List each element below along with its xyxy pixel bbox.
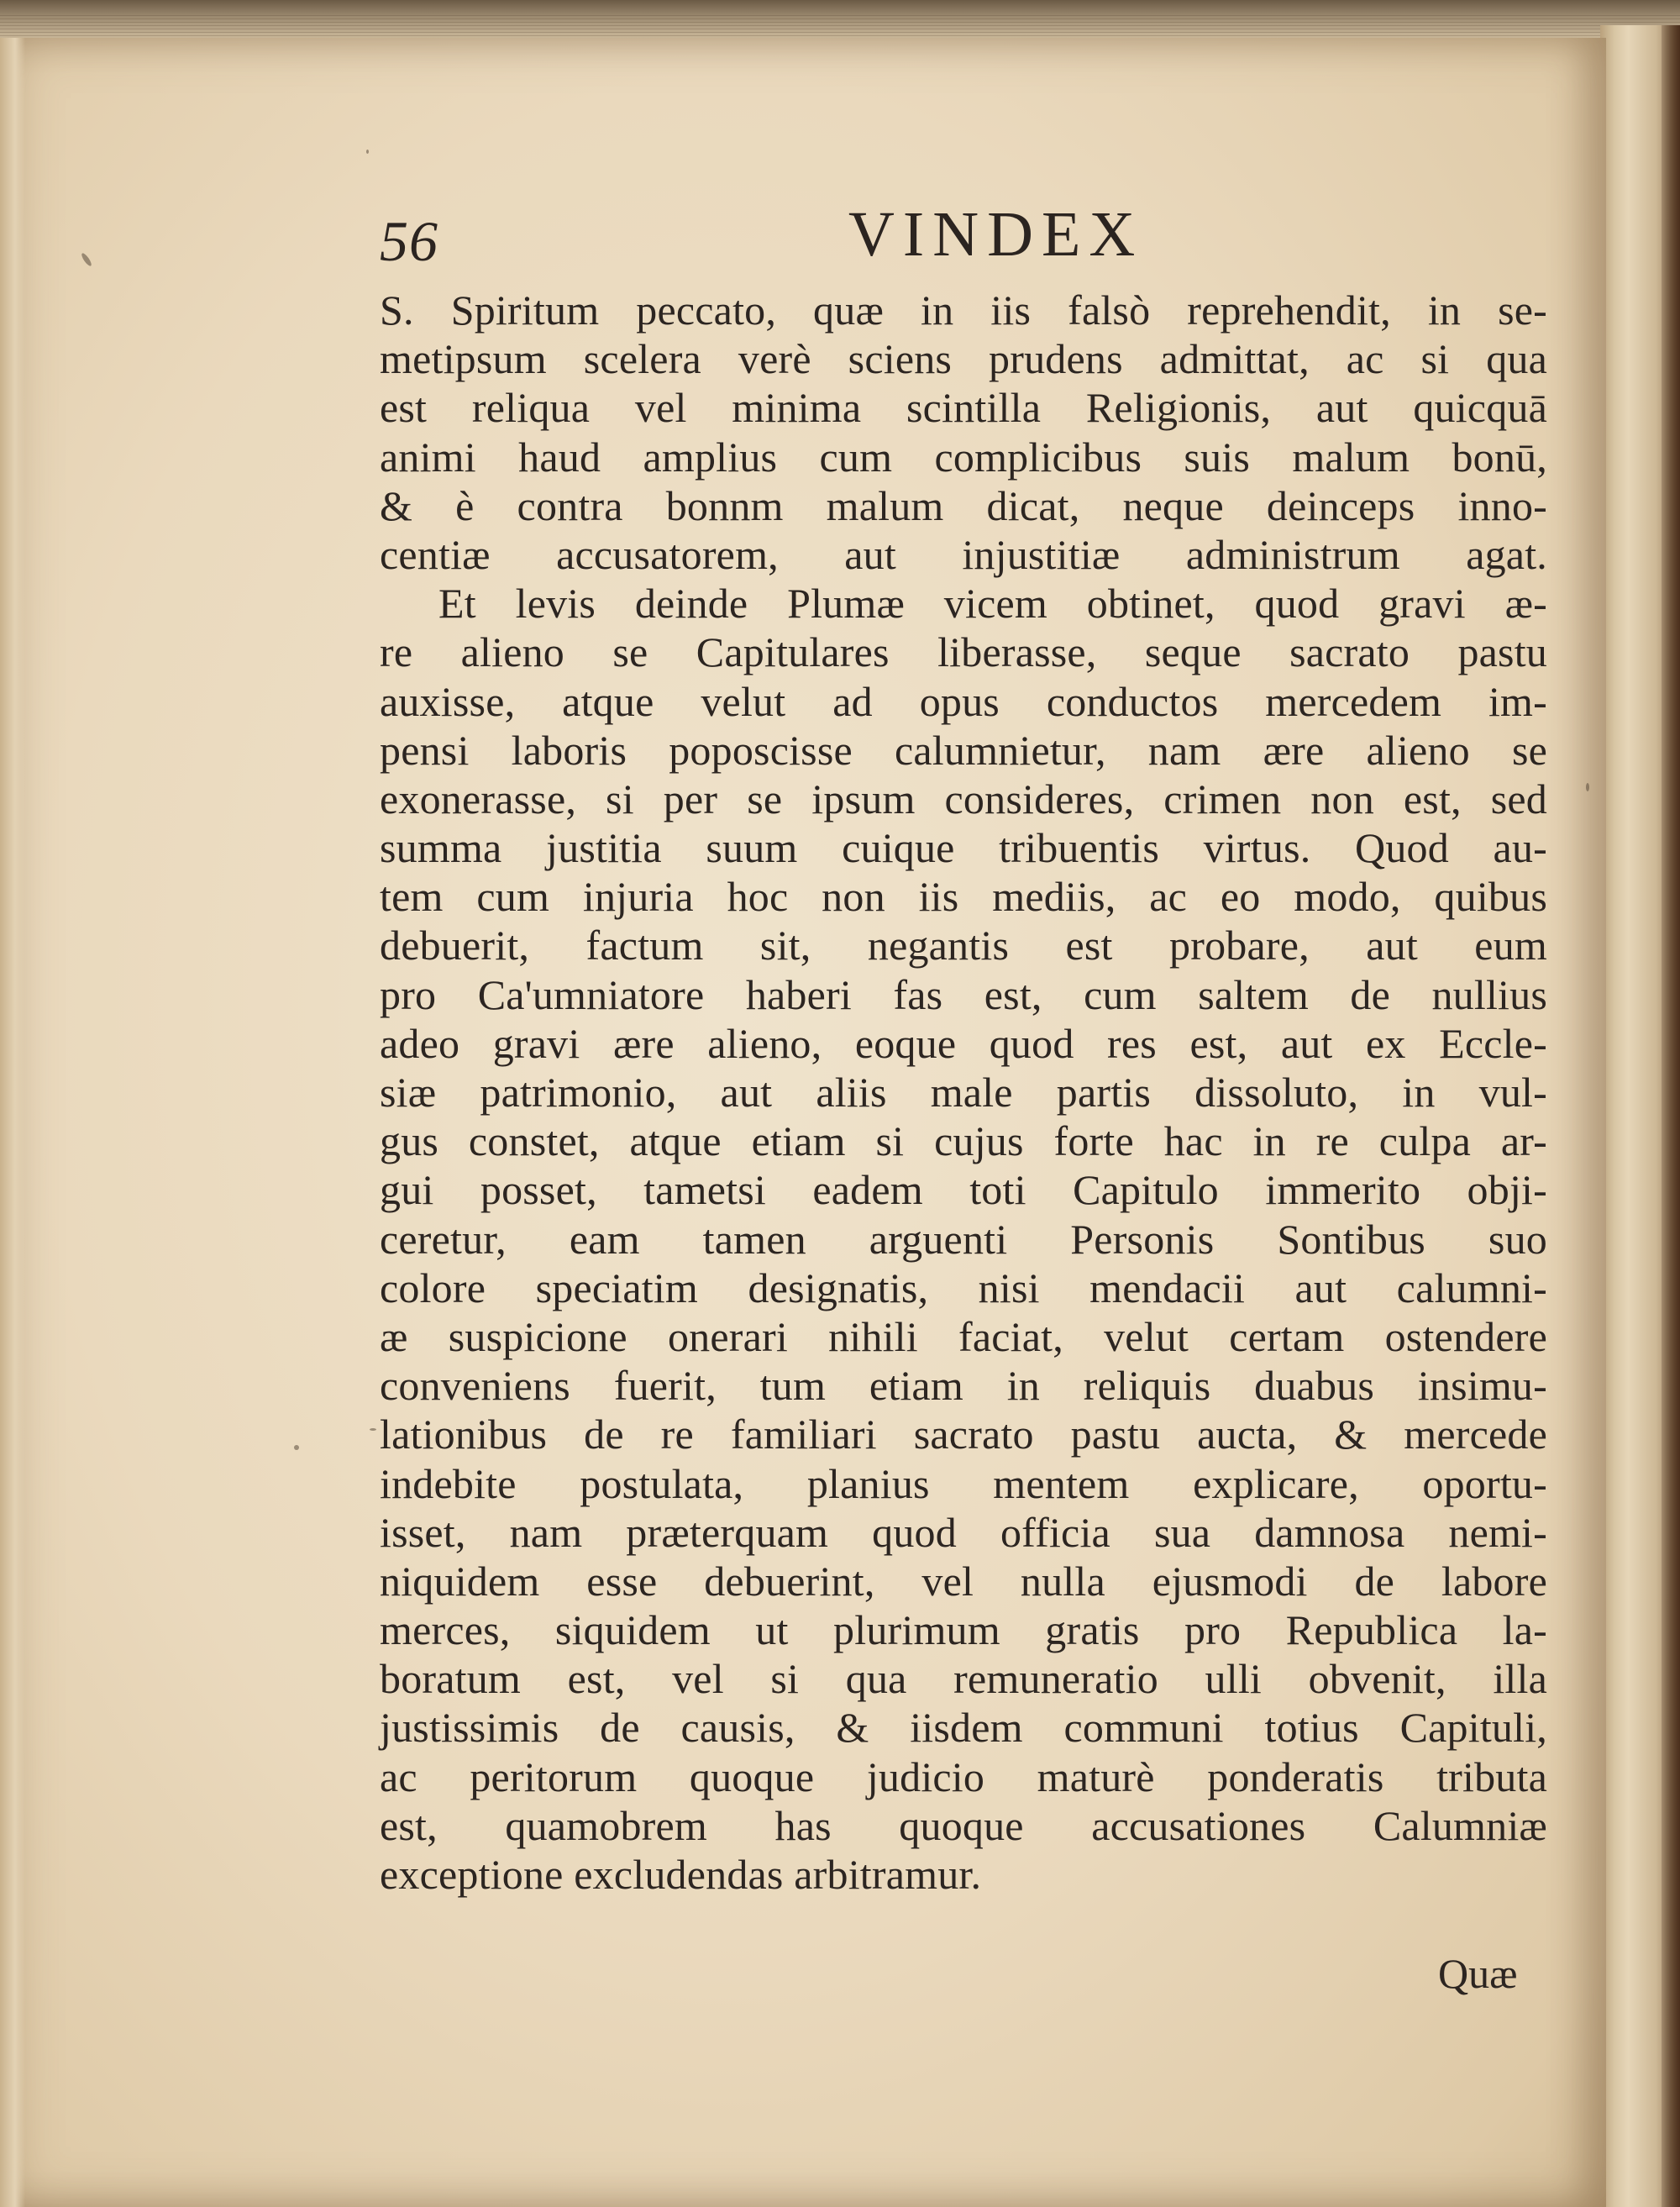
text-line: auxisse, atque velut ad opus conductos mercedem im- [380,677,1547,725]
text-line: pro Ca'umniatore haberi fas est, cum saltem de nullius [380,970,1547,1018]
text-line: æ suspicione onerari nihili faciat, velut certam ostendere [380,1312,1547,1360]
text-line: S. Spiritum peccato, quæ in iis falsò reprehendit, in se- [380,286,1547,334]
text-line: Et levis deinde Plumæ vicem obtinet, quod gravi æ- [438,580,1547,628]
text-line: boratum est, vel si qua remuneratio ulli obvenit, illa [380,1655,1547,1703]
text-line: conveniens fuerit, tum etiam in reliquis duabus insimu- [380,1362,1547,1410]
text-line: & è contra bonnm malum dicat, neque deinceps inno- [380,481,1547,529]
text-line: isset, nam præterquam quod officia sua damnosa nemi- [380,1508,1547,1556]
text-line: colore speciatim designatis, nisi mendacii aut calumni- [380,1264,1547,1311]
page-number: 56 [380,209,438,273]
text-line: lationibus de re familiari sacrato pastu aucta, & mercede [380,1411,1547,1458]
text-line: justissimis de causis, & iisdem communi totius Capituli, [380,1704,1547,1752]
page-left-edge [0,38,25,2207]
text-line: ceretur, eam tamen arguenti Personis Sontibus suo [380,1215,1547,1263]
text-line: exonerasse, si per se ipsum consideres, crimen non est, sed [380,775,1547,822]
catchword: Quæ [1438,1950,1518,1997]
text-line: est, quamobrem has quoque accusationes Calumniæ [380,1801,1547,1849]
paper-speck [294,1445,299,1450]
text-line: metipsum scelera verè sciens prudens admittat, ac si qua [380,335,1547,383]
text-line: summa justitia suum cuique tribuentis virtus. Quod au- [380,824,1547,872]
text-line: siæ patrimonio, aut aliis male partis dissoluto, in vul- [380,1069,1547,1116]
text-line: tem cum injuria hoc non iis mediis, ac eo modo, quibus [380,873,1547,921]
text-line: re alieno se Capitulares liberasse, seque sacrato pastu [380,628,1547,676]
text-line: ac peritorum quoque judicio maturè ponderatis tributa [380,1752,1547,1800]
paper-speck [366,150,369,154]
text-line: animi haud amplius cum complicibus suis malum bonū, [380,433,1547,481]
paper-speck [1586,783,1589,791]
text-line: adeo gravi ære alieno, eoque quod res est, aut ex Eccle- [380,1019,1547,1067]
text-line: gus constet, atque etiam si cujus forte hac in re culpa ar- [380,1117,1547,1165]
text-line: niquidem esse debuerint, vel nulla ejusmodi de labore [380,1557,1547,1605]
body-text [380,286,1547,1899]
text-line: est reliqua vel minima scintilla Religionis, aut quicquā [380,384,1547,432]
text-line: merces, siquidem ut plurimum gratis pro Republica la- [380,1606,1547,1654]
text-line: indebite postulata, planius mentem explicare, oportu- [380,1459,1547,1507]
text-line: pensi laboris poposcisse calumnietur, nam ære alieno se [380,726,1547,774]
facing-leaf-edge [1600,25,1680,2207]
text-line: debuerit, factum sit, negantis est probare, aut eum [380,922,1547,970]
text-line: centiæ accusatorem, aut injustitiæ administrum agat. [380,530,1547,578]
running-title: VINDEX [848,199,1144,270]
text-line: exceptione excludendas arbitramur. [380,1851,982,1898]
paper-speck [370,1428,376,1431]
text-line: gui posset, tametsi eadem toti Capitulo immerito obji- [380,1166,1547,1214]
